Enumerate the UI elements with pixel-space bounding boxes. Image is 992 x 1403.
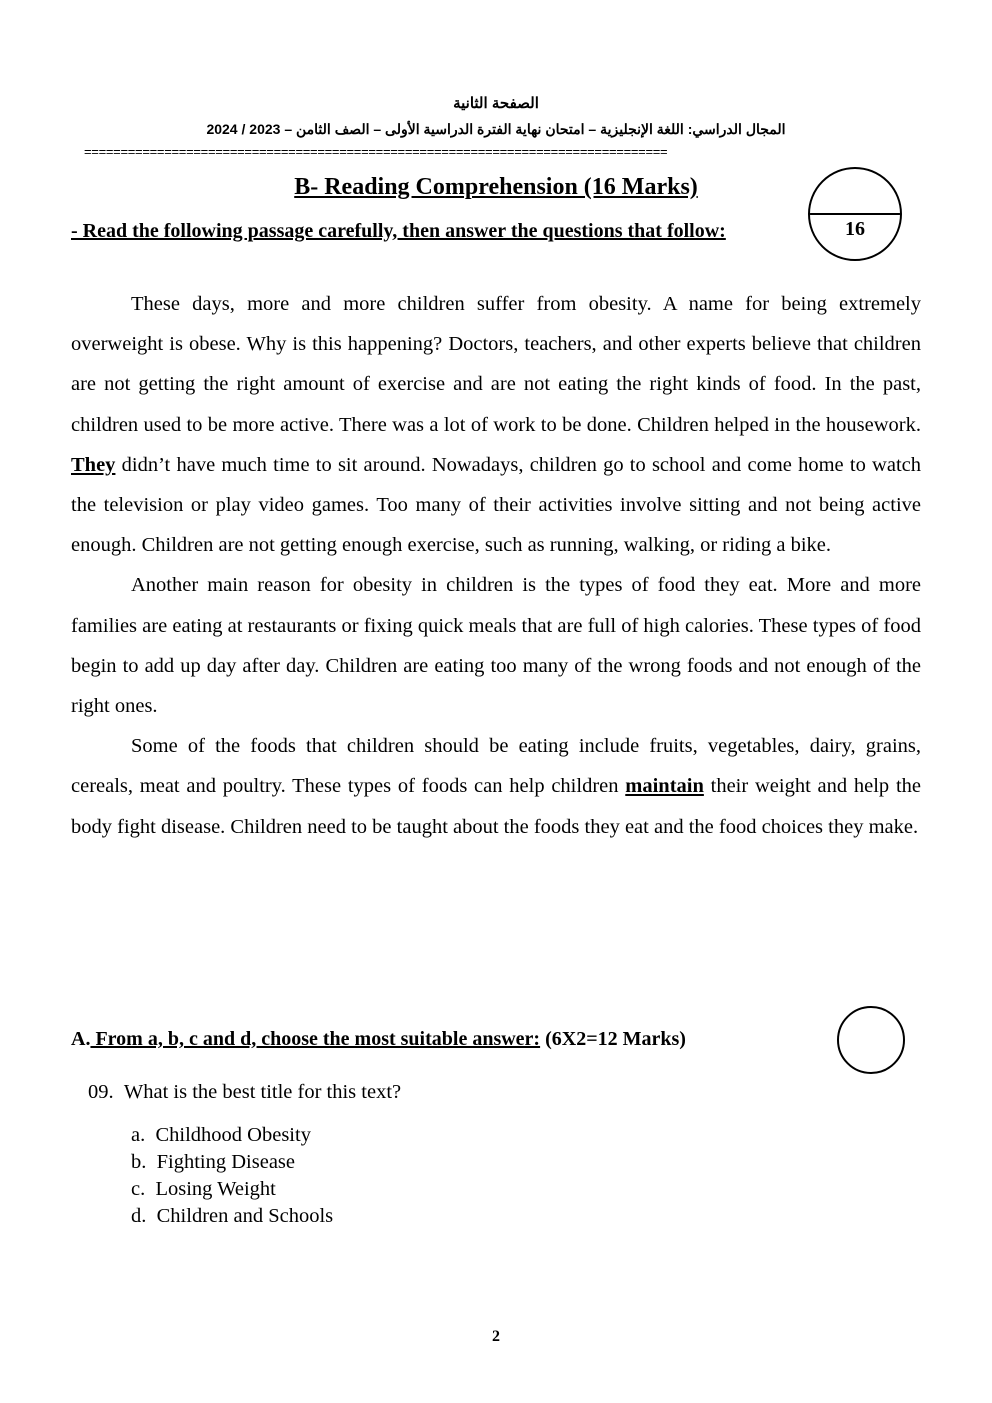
text: Some of the foods that children should be eating include fruits, vegetables, dairy, grains, cereals, meat and poultry. These types of foods can help children xyxy=(71,735,921,798)
score-circle xyxy=(808,167,902,261)
section-title: B- Reading Comprehension (16 Marks) xyxy=(294,174,698,200)
option[interactable] xyxy=(131,1203,333,1230)
option-letter: d. xyxy=(131,1205,147,1227)
section-instruction: - Read the following passage carefully, then answer the questions that follow: xyxy=(71,220,726,242)
score-circle-empty xyxy=(837,1006,905,1074)
exam-subtitle: المجال الدراسي: اللغة الإنجليزية – امتحان نهاية الفترة الدراسية الأولى – الصف الثامن – 2023 / 2024 xyxy=(206,121,786,137)
option-text: Childhood Obesity xyxy=(155,1124,311,1146)
part-prefix: A. xyxy=(71,1028,91,1050)
option-text: Children and Schools xyxy=(156,1205,334,1227)
paragraph-3 xyxy=(71,726,921,847)
option-text: Fighting Disease xyxy=(156,1151,295,1173)
option[interactable] xyxy=(131,1122,333,1149)
answer-options xyxy=(131,1122,333,1230)
text: their weight and help the body fight disease. Children need to be taught about the foods they eat and the food choices they make. xyxy=(71,775,921,838)
text: didn’t have much time to sit around. Nowadays, children go to school and come home to watch the television or play video games. Too many of their activities involve sitting and not being active enough. Children are not getting enough exercise, such as running, walking, or riding a bike. xyxy=(71,453,921,557)
option[interactable] xyxy=(131,1176,333,1203)
paragraph-2: Another main reason for obesity in children is the types of food they eat. More and more families are eating at restaurants or fixing quick meals that are full of high calories. These types of food begin to add up day after day. Children are eating too many of the wrong foods and not enough of the right ones. xyxy=(71,574,921,718)
page-label: الصفحة الثانية xyxy=(453,95,539,112)
part-marks: (6X2=12 Marks) xyxy=(540,1028,686,1050)
page-number: 2 xyxy=(492,1328,500,1345)
separator: ================================================================================ xyxy=(84,145,668,159)
reading-passage xyxy=(71,284,921,847)
option-text: Losing Weight xyxy=(155,1178,276,1200)
highlighted-word: They xyxy=(71,453,116,476)
option-letter: a. xyxy=(131,1124,146,1146)
paragraph-1 xyxy=(71,284,921,565)
score-divider xyxy=(810,213,900,215)
option[interactable] xyxy=(131,1149,333,1176)
text: These days, more and more children suffer from obesity. A name for being extremely overweight is obese. Why is this happening? Doctors, teachers, and other experts believe that children are not getting the right amount of exercise and are not eating the right kinds of food. In the past, children used to be more active. There was a lot of work to be done. Children helped in the housework. xyxy=(71,293,921,436)
part-a-heading xyxy=(71,1028,686,1051)
question xyxy=(88,1081,401,1104)
question-number: 09. xyxy=(88,1081,114,1103)
highlighted-word: maintain xyxy=(625,775,704,798)
part-instruction: From a, b, c and d, choose the most suitable answer: xyxy=(90,1028,541,1050)
score-total: 16 xyxy=(845,218,865,240)
option-letter: c. xyxy=(131,1178,146,1200)
option-letter: b. xyxy=(131,1151,147,1173)
question-text: What is the best title for this text? xyxy=(123,1081,402,1103)
